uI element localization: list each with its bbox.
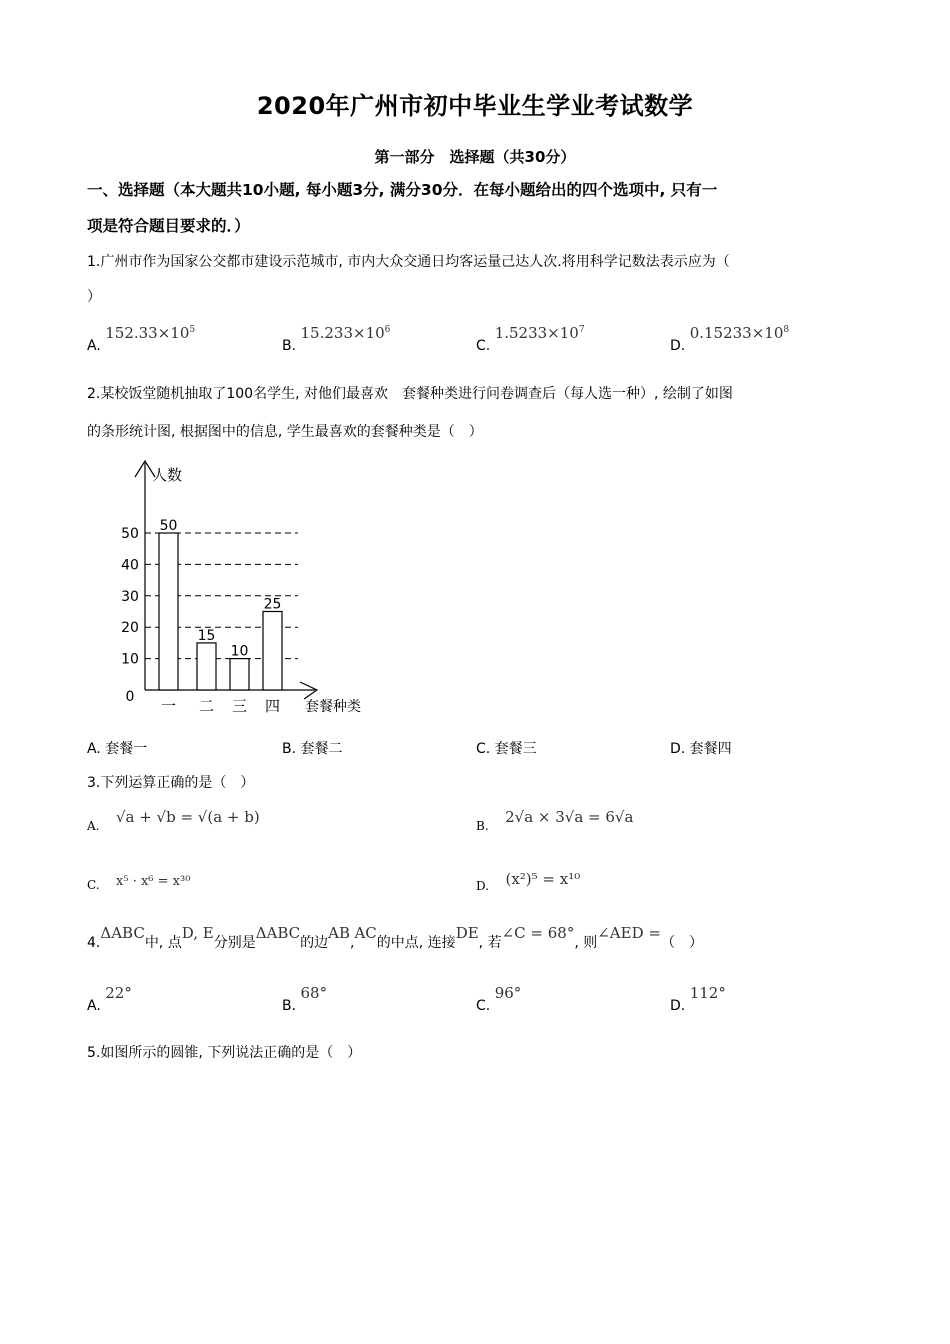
section-heading-line2: 项是符合题目要求的．）	[87, 217, 250, 235]
x-tick-label: 二	[198, 697, 215, 715]
bar-value-label: 25	[263, 596, 282, 613]
q2-option-a: A. 套餐一	[87, 741, 148, 757]
y-tick-label: 30	[121, 588, 139, 605]
math-segment: DE	[455, 924, 479, 942]
x-tick-label: 四	[264, 697, 281, 715]
x-tick-label: 一	[160, 697, 177, 715]
q2-option-c: C. 套餐三	[476, 741, 537, 757]
section-heading-line1: 一、选择题（本大题共10小题, 每小题3分, 满分30分．在每小题给出的四个选项中, 只有一	[87, 181, 718, 199]
x-axis-label: 套餐种类	[305, 699, 361, 715]
q3-option-a	[87, 808, 260, 833]
y-tick-label: 0	[125, 689, 135, 705]
q3-option-d	[476, 870, 581, 893]
q4-option-b	[282, 984, 328, 1014]
q4-stem: 4.ΔABC中, 点D, E分别是ΔABC的边AB,AC的中点, 连接DE, 若∠C = 68°, 则∠AED =（ ）	[87, 924, 703, 951]
option-label: B.	[476, 819, 489, 833]
q1-option-c	[476, 324, 585, 354]
math-points: D, E	[181, 924, 214, 942]
page-title: 2020年广州市初中毕业生学业考试数学	[256, 92, 694, 120]
math-angle: ∠AED =	[597, 924, 661, 942]
q1-stem-line2: ）	[87, 289, 101, 305]
q1-option-a	[87, 324, 196, 354]
bar	[159, 533, 178, 690]
option-label: B.	[282, 998, 297, 1014]
option-label: C.	[476, 998, 491, 1014]
q2-stem-line1: 2.某校饭堂随机抽取了100名学生, 对他们最喜欢 套餐种类进行问卷调查后（每人选一种）, 绘制了如图	[87, 386, 733, 402]
q1-stem-line1: 1.广州市作为国家公交都市建设示范城市, 市内大众交通日均客运量己达人次.将用科学记数法表示应为（	[87, 254, 730, 270]
option-label: A.	[87, 338, 101, 354]
q5-stem: 5.如图所示的圆锥, 下列说法正确的是（ ）	[87, 1045, 362, 1061]
q2-stem-line2: 的条形统计图, 根据图中的信息, 学生最喜欢的套餐种类是（ ）	[87, 424, 483, 440]
option-expr: √a + √b = √(a + b)	[115, 808, 260, 826]
q4-option-c	[476, 984, 522, 1014]
option-label: C.	[87, 878, 100, 892]
math-segment: AB	[328, 924, 351, 942]
q4-option-d	[670, 984, 726, 1014]
q1-option-d	[670, 324, 790, 354]
option-value: 22°	[105, 984, 132, 1002]
option-label: C.	[476, 338, 491, 354]
math-segment: AC	[354, 924, 377, 942]
q3-stem: 3.下列运算正确的是（ ）	[87, 775, 255, 791]
option-label: D.	[670, 998, 686, 1014]
option-expr: x⁵ · x⁶ = x³⁰	[116, 874, 191, 889]
part-heading: 第一部分 选择题（共30分）	[374, 148, 576, 166]
q1-option-b	[282, 324, 391, 354]
option-expr: 2√a × 3√a = 6√a	[505, 808, 634, 826]
option-value: $0.15233\times 10^8$	[689, 324, 790, 342]
y-tick-label: 20	[121, 620, 139, 637]
bar-chart	[110, 455, 380, 720]
option-expr: (x²)⁵ = x¹⁰	[505, 870, 581, 888]
option-value: $15.233\times 10^6$	[300, 324, 391, 342]
bar-value-label: 10	[230, 643, 249, 660]
option-value: 96°	[494, 984, 522, 1002]
q3-option-c	[87, 873, 191, 892]
option-value: 68°	[300, 984, 328, 1002]
math-triangle: ΔABC	[255, 924, 301, 942]
math-triangle: ΔABC	[100, 924, 145, 942]
y-tick-label: 50	[121, 526, 139, 542]
bar-value-label: 15	[197, 627, 216, 644]
option-label: D.	[476, 879, 490, 893]
q3-option-b	[476, 808, 634, 833]
y-tick-label: 10	[121, 651, 139, 668]
math-angle: ∠C = 68°	[501, 924, 575, 942]
option-label: B.	[282, 338, 297, 354]
y-axis-label: 人数	[151, 466, 183, 484]
q2-option-d: D. 套餐四	[670, 741, 732, 757]
y-tick-label: 40	[121, 557, 139, 574]
bar-value-label: 50	[159, 518, 178, 534]
q4-number: 4.	[87, 935, 101, 951]
option-label: A.	[87, 998, 101, 1014]
x-tick-label: 三	[231, 697, 248, 715]
option-value: $152.33\times 10^5$	[105, 324, 196, 342]
option-label: D.	[670, 338, 686, 354]
q2-option-b: B. 套餐二	[282, 741, 343, 757]
bar	[230, 659, 249, 690]
bar	[197, 643, 216, 690]
q4-option-a	[87, 984, 132, 1014]
option-value: 112°	[689, 984, 726, 1002]
option-label: A.	[87, 819, 100, 833]
option-value: $1.5233\times 10^7$	[494, 324, 585, 342]
bar	[263, 612, 282, 691]
